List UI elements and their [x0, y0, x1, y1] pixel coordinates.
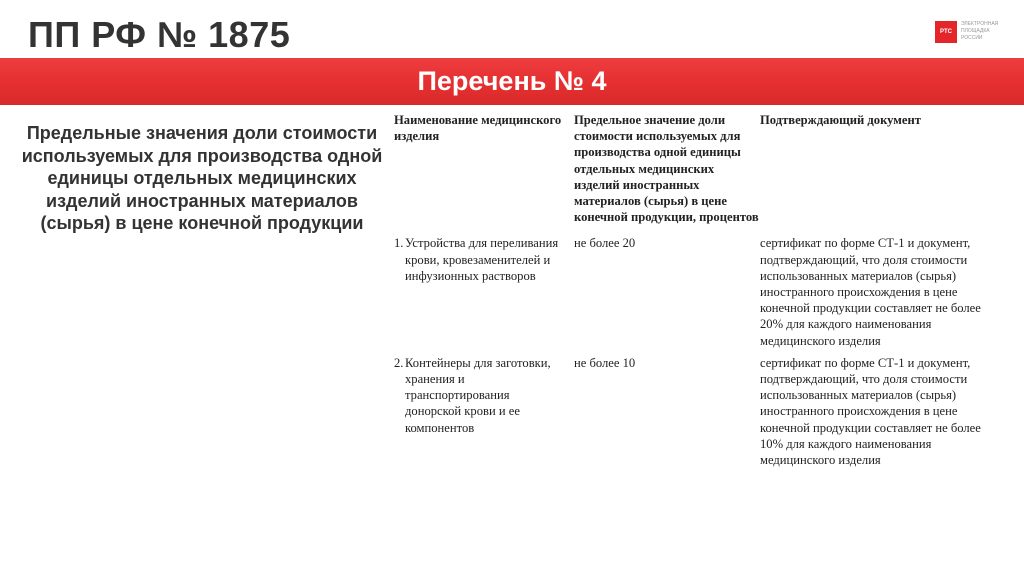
item-document: сертификат по форме СТ-1 и документ, подтверждающий, что доля стоимости использованных материалов (сырья) иностранного происхождения в цене конечной продукции составляет не более 10% для каждого наименования медицинского изделия	[760, 355, 981, 468]
title-banner	[0, 58, 1024, 105]
table-row	[394, 355, 984, 474]
page-title: ПП РФ № 1875	[28, 14, 291, 55]
rts-logo-mark: РТС	[935, 21, 957, 43]
item-name: Контейнеры для заготовки, хранения и транспортирования донорской крови и ее компонентов	[405, 355, 551, 435]
item-document: сертификат по форме СТ-1 и документ, подтверждающий, что доля стоимости использованных материалов (сырья) иностранного происхождения в цене конечной продукции составляет не более 20% для каждого наименования медицинского изделия	[760, 236, 981, 348]
banner-title: Перечень № 4	[417, 66, 607, 96]
item-name-cell	[394, 355, 574, 474]
rts-logo-text: ЭЛЕКТРОННАЯ ПЛОЩАДКА РОССИИ	[961, 21, 999, 41]
table-header-row	[394, 112, 984, 235]
rts-logo	[935, 21, 1007, 49]
item-limit: не более 10	[574, 355, 636, 370]
section-heading: Предельные значения доли стоимости используемых для производства одной единицы отдельных медицинских изделий иностранных материалов (сырья) в цене конечной продукции	[21, 123, 383, 233]
table-row	[394, 235, 984, 354]
item-limit: не более 20	[574, 236, 636, 251]
item-name-cell	[394, 235, 574, 354]
item-name: Устройства для переливания крови, кровезаменителей и инфузионных растворов	[405, 236, 559, 283]
header-limit: Предельное значение доли стоимости используемых для производства одной единицы отдельных медицинских изделий иностранных материалов (сырья) в цене конечной продукции, процентов	[574, 113, 759, 225]
item-number: 1.	[394, 236, 404, 251]
header-name: Наименование медицинского изделия	[394, 113, 562, 144]
header-document: Подтверждающий документ	[760, 113, 921, 127]
item-number: 2.	[394, 355, 404, 370]
items-table	[394, 112, 984, 474]
